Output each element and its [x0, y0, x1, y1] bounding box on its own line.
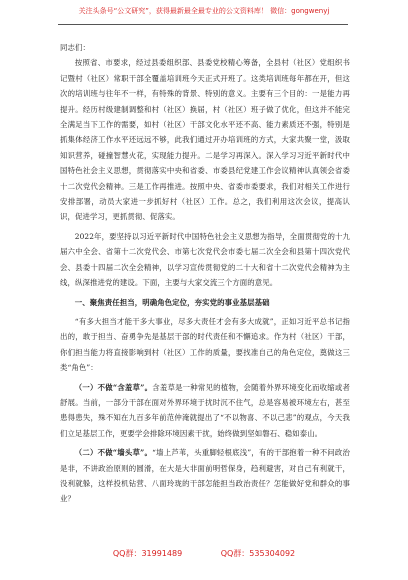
header-banner: 关注头条号“公文研究”，获得最新最全最专业的公文资料库！ 微信：gongwenyj — [78, 7, 330, 15]
greeting: 同志们： — [60, 43, 90, 52]
footer-qq-1: QQ群：31991489 — [112, 549, 183, 558]
intro-paragraph: 按照省、市要求，经过县委组织部、县委党校精心筹备，全县村（社区）党组织书记暨村（社区）常职干部全覆盖培训班今天正式开班了。这类培训班每年都在开，但这次的培训班与往年不一样，有特殊的背景、特别的意义。主要有三个目的：一是能力再提升。经历村级建制调整和村（社区）换届，村（社区）班子做了优化，但这并不能完全满足当下工作的需要，如村（社区）干部文化水平还不高、能力素质还不强，特别是抓集体经济工作水平还远远不够，此我们通过开办培训班的方式，大家共聚一堂，汲取知识营养，碰撞智慧火花，实现能力提升。二是学习再深入。深入学习习近平新时代中国特色社会主义思想，贯彻落实中央和省委、市委县纪党建工作会议精神认真领会省委十二次党代会精神。三是工作再推进。按照中央、省委市委要求，我们对相关工作进行安排部署，动员大家进一步抓好村（社区）工作。总之，我们利用这次会议，提高认识，促进学习，更抓贯彻、促落实。 — [60, 58, 350, 222]
header-divider — [58, 24, 348, 25]
footer-qq-2: QQ群：535304092 — [220, 549, 296, 558]
list-item — [60, 445, 350, 507]
list-item — [60, 380, 350, 442]
footer-contacts — [0, 548, 408, 559]
section-intro: “有多大担当才能干多大事业，尽多大责任才会有多大成就”，正如习近平总书记指出的，敢于担当、奋勇争先是基层干部的时代责任和不懈追求。作为村（社区）干部，你们担当能力将直接影响到村（社区）工作的质量，要找准自己的角色定位，奠做这三类“角色”： — [60, 316, 350, 373]
item-text: 含羞草是一种常见的植物，会随着外界环境变化而收缩或者舒展。当前，一部分干部在面对外界环境于扰时沉不住气，总是容易被环境左右，甚至患得患失，殊不知在九百多年前范仲淹就提出了“不以物喜、不以己悲”的观点，今天我们立足基层工作，更要学会排除环境因素干扰，始终做到坚如磐石、稳如泰山。 — [60, 382, 350, 438]
item-title: （二）不做“墙头草”。 — [74, 448, 153, 458]
item-title: （一）不做“含羞草”。 — [74, 382, 153, 392]
overview-paragraph: 2022年，要坚持以习近平新时代中国特色社会主义思想为指导，全面贯彻党的十九届六中全会、省第十二次党代会、市第七次党代会市委七届二次全会和县第十四次党代会、县委十四届二次全会精神，以学习宣传贯彻党的二十大和省十二次党代会精神为主线，纵深推进党的建设。下面，主要与大家交流三个方面的意见。 — [60, 231, 350, 288]
item-text: “墙上芦苇，头重脚轻根底浅”，有的干部抱着一种不问政治是非，不讲政治原则的圆滑，在大是大非面前明哲保身，趋利避害，对自己有利就干，没利就躲，这样投机钻营、八面玲珑的干部怎能担当政治责任？怎能做好党和群众的事业？ — [60, 448, 350, 504]
section-heading: 一、聚焦责任担当，明确角色定位，夯实党的事业基层基础 — [74, 297, 270, 307]
document-body — [60, 40, 350, 507]
